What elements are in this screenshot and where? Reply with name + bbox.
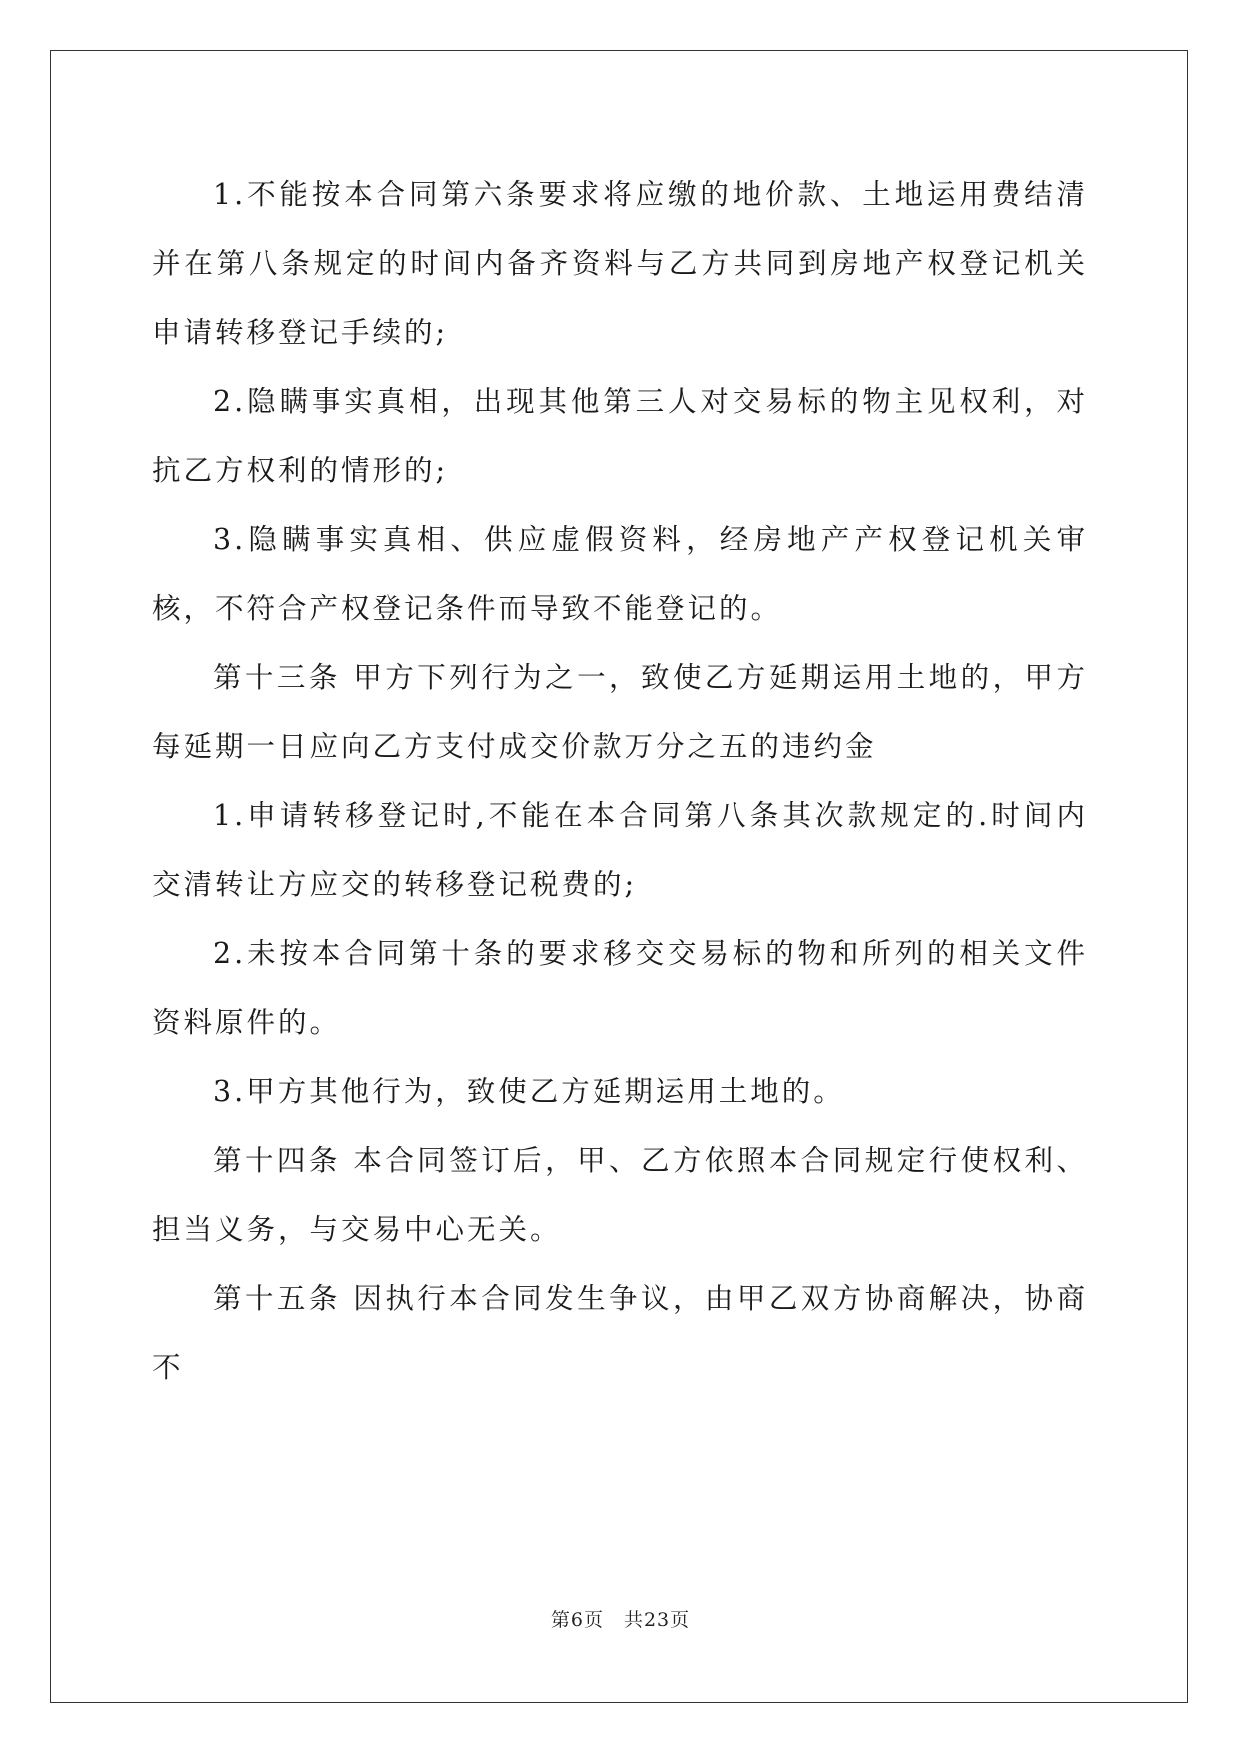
paragraph-text: 本合同签订后，甲、乙方依照本合同规定行使权利、担当义务，与交易中心无关。 — [152, 1144, 1088, 1246]
article-heading: 第十四条 — [213, 1144, 341, 1177]
page-footer — [0, 1605, 1241, 1632]
paragraph-text: 2.未按本合同第十条的要求移交交易标的物和所列的相关文件资料原件的。 — [152, 937, 1088, 1039]
paragraph — [152, 505, 1088, 643]
paragraph-text: 因执行本合同发生争议，由甲乙双方协商解决，协商不 — [152, 1282, 1088, 1384]
paragraph — [152, 160, 1088, 367]
document-body — [152, 160, 1088, 1402]
paragraph — [152, 781, 1088, 919]
paragraph-text: 2.隐瞒事实真相，出现其他第三人对交易标的物主见权利，对抗乙方权利的情形的; — [152, 385, 1088, 487]
paragraph — [152, 367, 1088, 505]
paragraph-text: 1.不能按本合同第六条要求将应缴的地价款、土地运用费结清并在第八条规定的时间内备齐资料与乙方共同到房地产权登记机关申请转移登记手续的; — [152, 178, 1088, 349]
paragraph-text: 甲方下列行为之一，致使乙方延期运用土地的，甲方每延期一日应向乙方支付成交价款万分之五的违约金 — [152, 661, 1088, 763]
article-paragraph — [152, 1264, 1088, 1402]
paragraph-text: 3.甲方其他行为，致使乙方延期运用土地的。 — [213, 1075, 845, 1108]
article-paragraph — [152, 1126, 1088, 1264]
total-page-count: 共23页 — [623, 1609, 691, 1631]
paragraph-text: 3.隐瞒事实真相、供应虚假资料，经房地产产权登记机关审核，不符合产权登记条件而导致不能登记的。 — [152, 523, 1088, 625]
article-heading: 第十三条 — [213, 661, 341, 694]
paragraph-text: 1.申请转移登记时,不能在本合同第八条其次款规定的.时间内交清转让方应交的转移登记税费的; — [152, 799, 1088, 901]
article-heading: 第十五条 — [213, 1282, 341, 1315]
paragraph — [152, 919, 1088, 1057]
article-paragraph — [152, 643, 1088, 781]
paragraph — [152, 1057, 1088, 1126]
current-page-number: 第6页 — [550, 1609, 604, 1631]
